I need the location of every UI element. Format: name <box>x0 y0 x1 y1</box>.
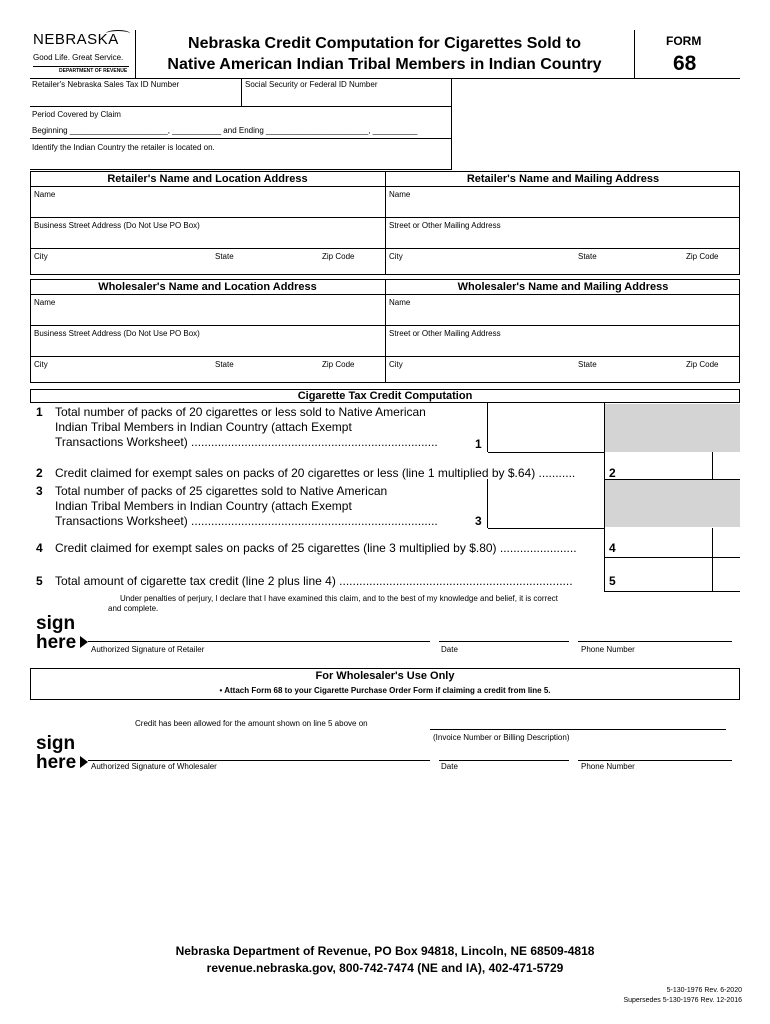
title-line-1: Nebraska Credit Computation for Cigarettes Sold to <box>188 35 581 52</box>
line4-entry[interactable] <box>605 528 740 558</box>
line4-text: Credit claimed for exempt sales on packs of 25 cigarettes (line 3 multiplied by $.80) ....................... <box>55 541 577 555</box>
invoice-number-field[interactable] <box>430 712 726 729</box>
wholesaler-mailing-header: Wholesaler's Name and Mailing Address <box>457 281 669 293</box>
retailer-location-header: Retailer's Name and Location Address <box>107 173 308 185</box>
indian-country-field[interactable] <box>30 153 450 169</box>
wholesaler-use-header: For Wholesaler's Use Only <box>315 670 455 682</box>
period-dates[interactable]: Beginning ______________________, ___________ and Ending _______________________, __________ <box>32 126 418 135</box>
line1-text-a: Total number of packs of 20 cigarettes or less sold to Native American <box>55 405 426 419</box>
sign-here-wholesaler-1: sign <box>36 733 76 754</box>
credit-allowed-label: Credit has been allowed for the amount shown on line 5 above on <box>135 719 368 728</box>
line1-box-number: 1 <box>475 437 482 451</box>
logo-tagline: Good Life. Great Service. <box>33 53 124 62</box>
line2-text: Credit claimed for exempt sales on packs of 20 cigarettes or less (line 1 multiplied by $.64) ........... <box>55 466 576 480</box>
retailer-signature-field[interactable] <box>88 622 430 641</box>
wholesaler-phone-field[interactable] <box>578 742 732 760</box>
line5-number: 5 <box>36 574 43 588</box>
sign-arrow-icon <box>80 636 88 648</box>
ssn-fein-label: Social Security or Federal ID Number <box>245 80 378 89</box>
retailer-mailing-street-label: Street or Other Mailing Address <box>389 221 501 230</box>
sign-here-retailer-1: sign <box>36 613 76 634</box>
wholesaler-business-street-label: Business Street Address (Do Not Use PO Box) <box>34 329 200 338</box>
retailer-phone-field[interactable] <box>578 622 732 641</box>
sign-arrow-icon <box>80 756 88 768</box>
line1-text-b: Indian Tribal Members in Indian Country (attach Exempt <box>55 420 352 434</box>
retailer-mailing-state-label: State <box>578 252 597 261</box>
line2-entry[interactable] <box>605 452 740 480</box>
line3-box-number: 3 <box>475 514 482 528</box>
line3-text-a: Total number of packs of 25 cigarettes sold to Native American <box>55 484 388 498</box>
retailer-location-name-label: Name <box>34 190 56 199</box>
wholesaler-location-name-label: Name <box>34 298 56 307</box>
retailer-location-state-label: State <box>215 252 234 261</box>
wholesaler-mailing-city-label: City <box>389 360 403 369</box>
form-supersedes: Supersedes 5-130-1976 Rev. 12-2016 <box>623 997 742 1004</box>
line5-entry[interactable] <box>605 557 740 592</box>
retailer-business-street-label: Business Street Address (Do Not Use PO Box) <box>34 221 200 230</box>
retailer-mailing-header: Retailer's Name and Mailing Address <box>466 173 660 185</box>
line2-number: 2 <box>36 466 43 480</box>
invoice-label: (Invoice Number or Billing Description) <box>433 733 570 742</box>
ssn-fein-field[interactable] <box>242 78 451 106</box>
wholesaler-mailing-state-label: State <box>578 360 597 369</box>
line4-number: 4 <box>36 541 43 555</box>
retailer-phone-label: Phone Number <box>581 645 635 654</box>
wholesaler-mailing-name-label: Name <box>389 298 411 307</box>
period-label: Period Covered by Claim <box>32 110 121 119</box>
retailer-mailing-name-label: Name <box>389 190 411 199</box>
perjury-line2: and complete. <box>108 604 159 613</box>
line4-box-number: 4 <box>609 541 616 555</box>
wholesaler-signature-field[interactable] <box>88 742 430 760</box>
line5-box-number: 5 <box>609 574 616 588</box>
perjury-line1: Under penalties of perjury, I declare that I have examined this claim, and to the best of my knowledge and belief, it is correct <box>120 594 558 603</box>
line1-entry[interactable] <box>488 404 604 453</box>
form-number: 68 <box>673 52 697 75</box>
line3-text-b: Indian Tribal Members in Indian Country (attach Exempt <box>55 499 352 513</box>
wholesaler-date-field[interactable] <box>439 742 569 760</box>
sales-tax-id-label: Retailer's Nebraska Sales Tax ID Number <box>32 80 180 89</box>
sales-tax-id-field[interactable] <box>30 78 241 106</box>
retailer-mailing-zip-label: Zip Code <box>686 252 719 261</box>
footer-address: Nebraska Department of Revenue, PO Box 94818, Lincoln, NE 68509-4818 <box>175 944 595 958</box>
form-revision: 5-130-1976 Rev. 6-2020 <box>666 987 742 994</box>
retailer-date-label: Date <box>441 645 458 654</box>
logo-word: NEBRASKA <box>33 31 119 48</box>
retailer-location-zip-label: Zip Code <box>322 252 355 261</box>
wholesaler-date-label: Date <box>441 762 458 771</box>
footer-contact: revenue.nebraska.gov, 800-742-7474 (NE and IA), 402-471-5729 <box>206 961 564 975</box>
logo-swoosh-icon <box>106 30 130 37</box>
wholesaler-location-zip-label: Zip Code <box>322 360 355 369</box>
wholesaler-mailing-zip-label: Zip Code <box>686 360 719 369</box>
line3-text-c: Transactions Worksheet) .......................................................................... <box>55 514 438 528</box>
title-line-2: Native American Indian Tribal Members in Indian Country <box>167 56 602 73</box>
form-label: FORM <box>666 34 702 48</box>
wholesaler-location-header: Wholesaler's Name and Location Address <box>98 281 317 293</box>
sign-here-retailer-2: here <box>36 632 77 653</box>
wholesaler-location-state-label: State <box>215 360 234 369</box>
wholesaler-signature-label: Authorized Signature of Wholesaler <box>91 762 217 771</box>
line3-entry[interactable] <box>488 479 604 529</box>
retailer-date-field[interactable] <box>439 622 569 641</box>
wholesaler-use-instruction: • Attach Form 68 to your Cigarette Purchase Order Form if claiming a credit from line 5. <box>219 686 551 695</box>
wholesaler-location-city-label: City <box>34 360 48 369</box>
computation-header: Cigarette Tax Credit Computation <box>297 390 473 402</box>
line5-text: Total amount of cigarette tax credit (line 2 plus line 4) ...................................................................... <box>55 574 573 588</box>
shaded-area-line1 <box>605 404 740 452</box>
line1-text-c: Transactions Worksheet) .......................................................................... <box>55 435 438 449</box>
sign-here-wholesaler-2: here <box>36 752 77 773</box>
wholesaler-phone-label: Phone Number <box>581 762 635 771</box>
logo-dept: DEPARTMENT OF REVENUE <box>59 68 128 74</box>
retailer-location-city-label: City <box>34 252 48 261</box>
line1-number: 1 <box>36 405 43 419</box>
form-title <box>136 33 633 75</box>
indian-country-label: Identify the Indian Country the retailer is located on. <box>32 143 215 152</box>
line2-box-number: 2 <box>609 466 616 480</box>
retailer-signature-label: Authorized Signature of Retailer <box>91 645 205 654</box>
line3-number: 3 <box>36 484 43 498</box>
wholesaler-mailing-street-label: Street or Other Mailing Address <box>389 329 501 338</box>
shaded-area-line3 <box>605 479 740 527</box>
retailer-mailing-city-label: City <box>389 252 403 261</box>
